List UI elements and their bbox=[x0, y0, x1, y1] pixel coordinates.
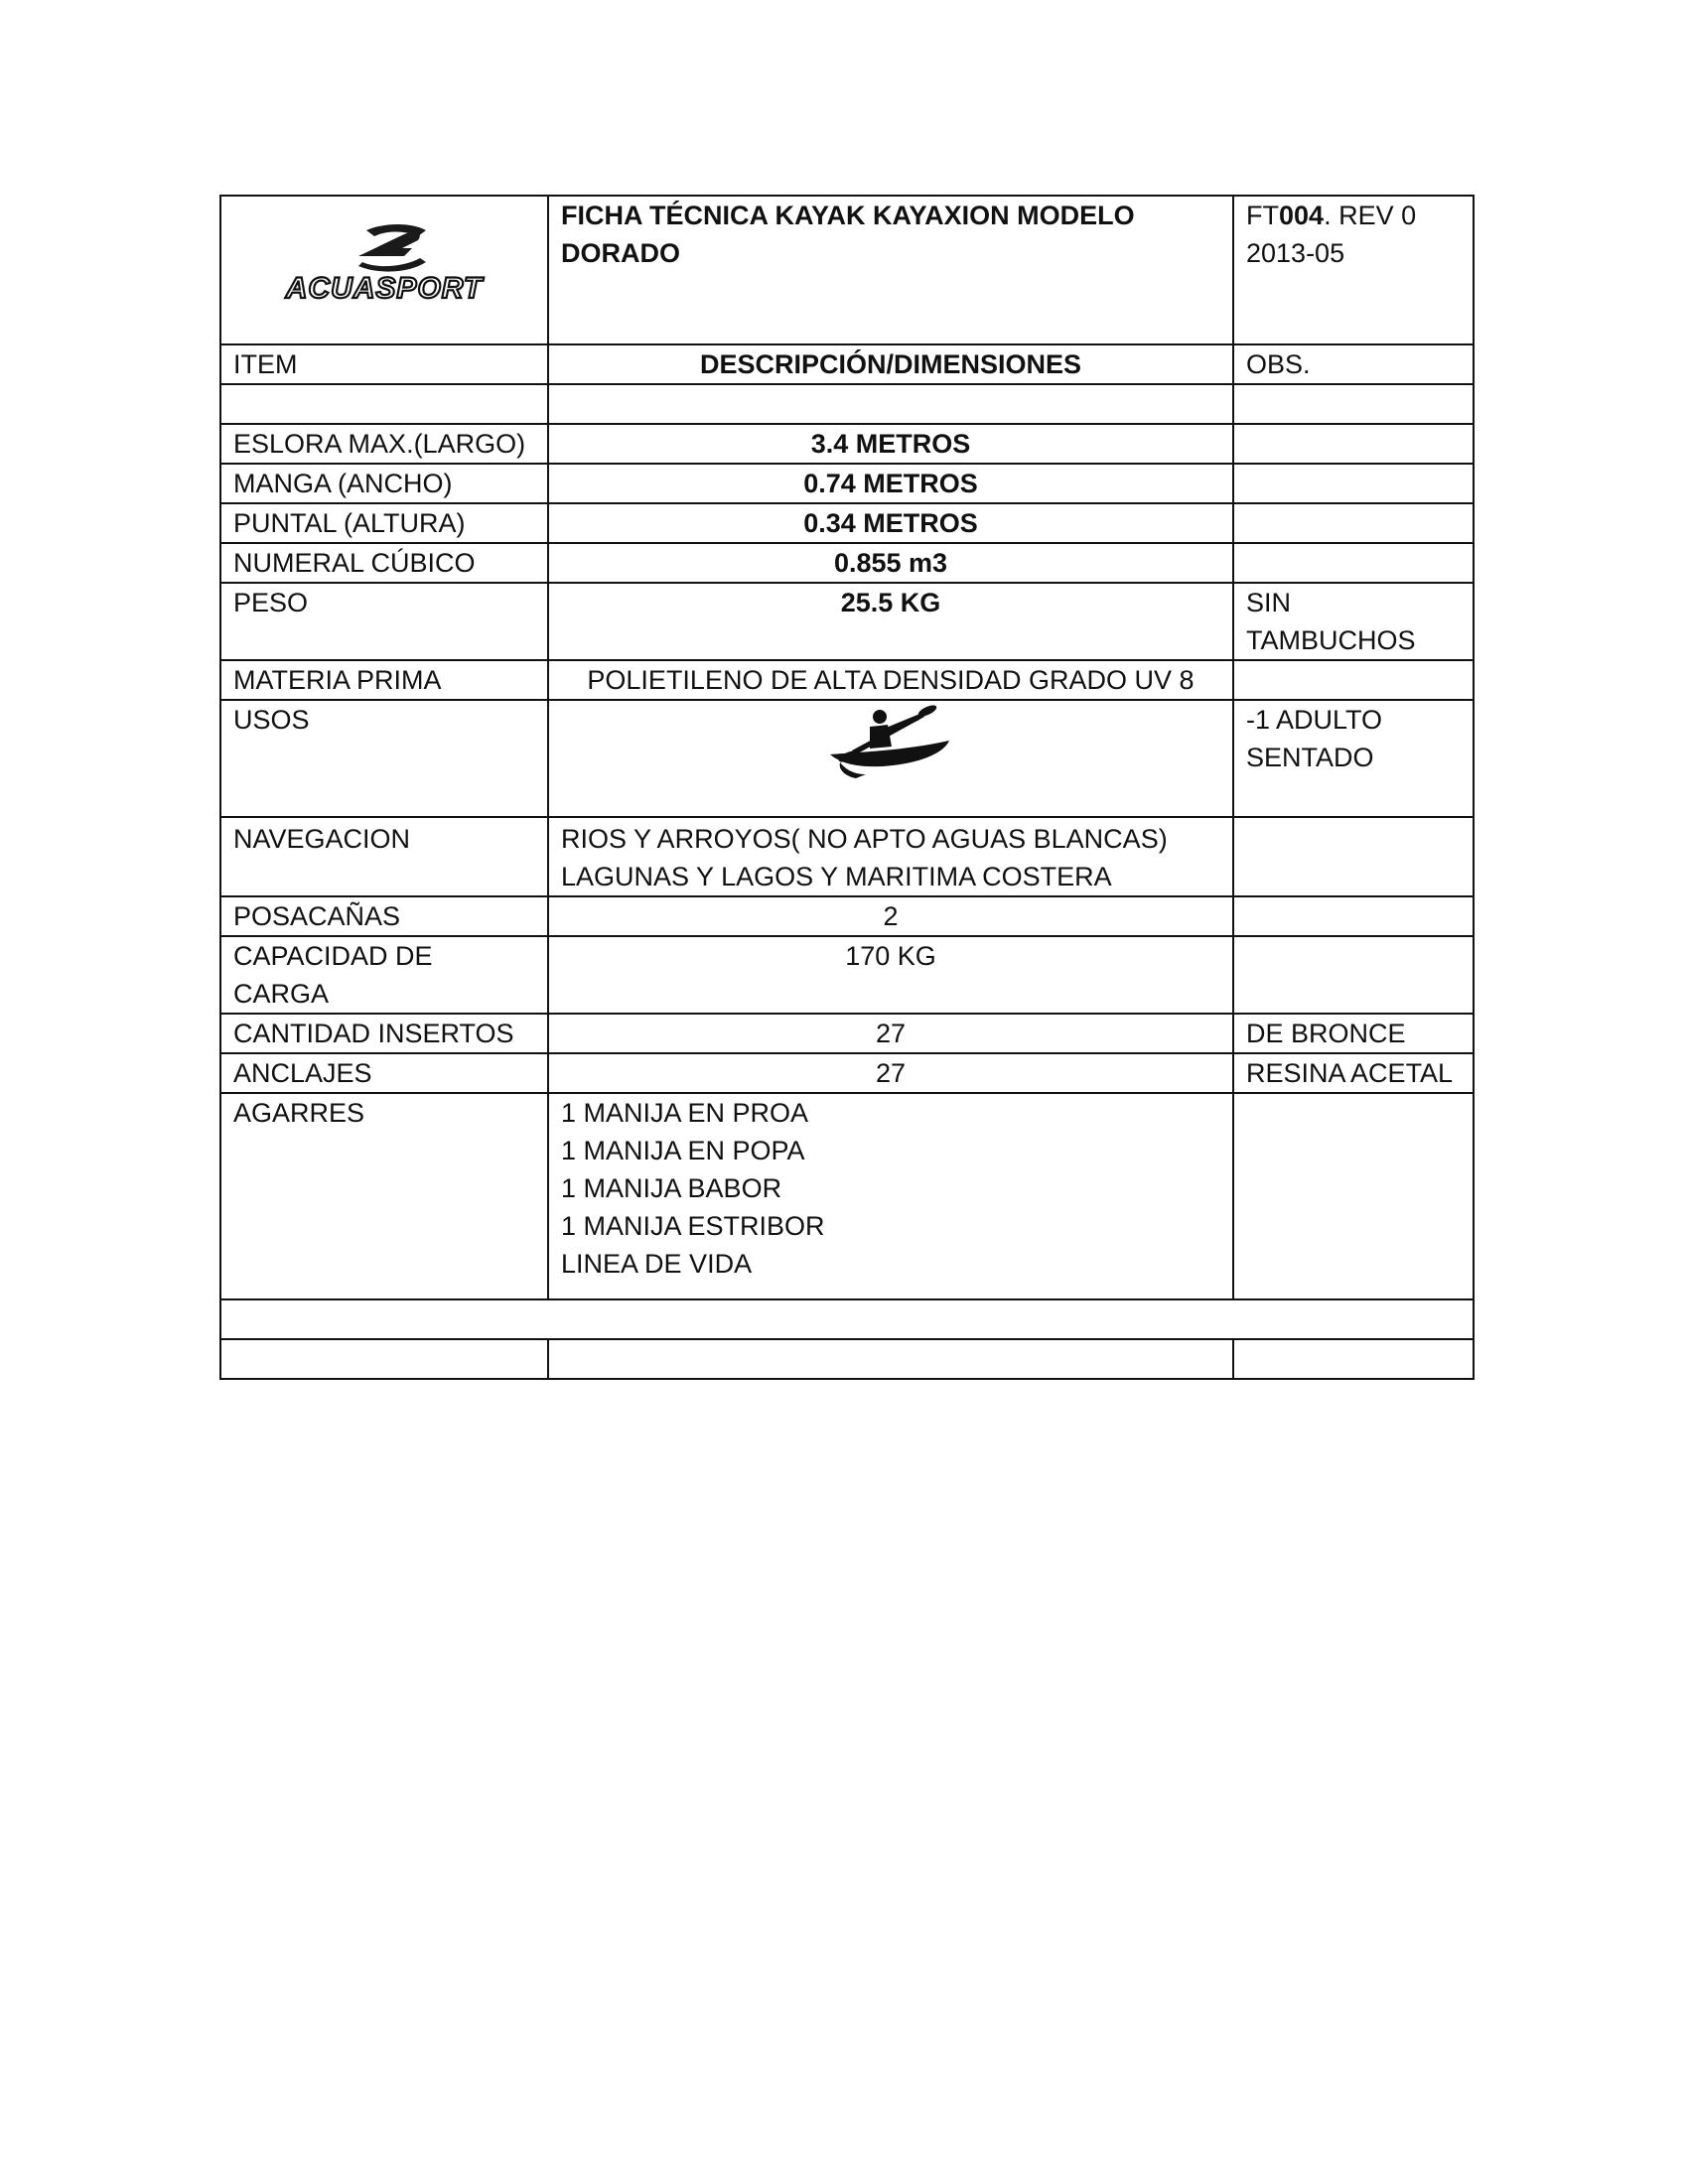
row-desc bbox=[548, 700, 1233, 817]
table-row bbox=[220, 1053, 1474, 1093]
row-desc-line: 1 MANIJA EN PROA bbox=[561, 1098, 809, 1128]
row-desc bbox=[548, 1093, 1233, 1299]
empty-row bbox=[220, 384, 1474, 424]
row-obs bbox=[1233, 503, 1474, 543]
table-row bbox=[220, 583, 1474, 660]
row-obs: RESINA ACETAL bbox=[1233, 1053, 1474, 1093]
title-line-1: FICHA TÉCNICA KAYAK KAYAXION MODELO bbox=[561, 201, 1135, 230]
row-obs bbox=[1233, 700, 1474, 817]
spec-table bbox=[219, 195, 1475, 1380]
logo-text: ACUASPORT bbox=[285, 272, 484, 305]
row-item: NAVEGACION bbox=[220, 817, 548, 896]
row-item: MATERIA PRIMA bbox=[220, 660, 548, 700]
row-obs: DE BRONCE bbox=[1233, 1014, 1474, 1053]
row-item: PESO bbox=[220, 583, 548, 660]
row-obs-line: SIN bbox=[1246, 588, 1292, 617]
row-item: CAPACIDAD DE CARGA bbox=[220, 936, 548, 1014]
row-desc: 0.34 METROS bbox=[548, 503, 1233, 543]
spec-sheet bbox=[219, 195, 1473, 1380]
table-row bbox=[220, 543, 1474, 583]
table-row bbox=[220, 700, 1474, 817]
row-desc: 170 KG bbox=[548, 936, 1233, 1014]
row-obs bbox=[1233, 936, 1474, 1014]
row-desc: 2 bbox=[548, 896, 1233, 936]
row-obs bbox=[1233, 1093, 1474, 1299]
table-row bbox=[220, 503, 1474, 543]
title-line-2: DORADO bbox=[561, 238, 680, 268]
row-obs bbox=[1233, 543, 1474, 583]
row-item: AGARRES bbox=[220, 1093, 548, 1299]
row-desc-line: 1 MANIJA BABOR bbox=[561, 1173, 782, 1203]
row-item: USOS bbox=[220, 700, 548, 817]
table-row bbox=[220, 464, 1474, 503]
doc-code bbox=[1246, 197, 1461, 234]
title-cell bbox=[548, 196, 1233, 344]
col-header-description: DESCRIPCIÓN/DIMENSIONES bbox=[548, 344, 1233, 384]
row-item: ESLORA MAX.(LARGO) bbox=[220, 424, 548, 464]
row-desc-line: LAGUNAS Y LAGOS Y MARITIMA COSTERA bbox=[561, 862, 1112, 891]
kayak-paddler-icon bbox=[826, 703, 955, 784]
table-row bbox=[220, 424, 1474, 464]
row-obs bbox=[1233, 583, 1474, 660]
row-desc-line: RIOS Y ARROYOS( NO APTO AGUAS BLANCAS) bbox=[561, 824, 1168, 854]
table-row bbox=[220, 817, 1474, 896]
row-item: CANTIDAD INSERTOS bbox=[220, 1014, 548, 1053]
row-item: PUNTAL (ALTURA) bbox=[220, 503, 548, 543]
table-row bbox=[220, 1093, 1474, 1299]
row-desc: 3.4 METROS bbox=[548, 424, 1233, 464]
row-desc-line: 1 MANIJA EN POPA bbox=[561, 1136, 805, 1165]
row-desc: 0.855 m3 bbox=[548, 543, 1233, 583]
logo-cell bbox=[220, 196, 548, 344]
doc-date: 2013-05 bbox=[1246, 238, 1345, 268]
row-desc: POLIETILENO DE ALTA DENSIDAD GRADO UV 8 bbox=[548, 660, 1233, 700]
table-row bbox=[220, 660, 1474, 700]
row-obs bbox=[1233, 660, 1474, 700]
column-header-row bbox=[220, 344, 1474, 384]
row-desc-line: 1 MANIJA ESTRIBOR bbox=[561, 1211, 825, 1241]
row-item: POSACAÑAS bbox=[220, 896, 548, 936]
empty-merged-row bbox=[220, 1299, 1474, 1339]
row-obs bbox=[1233, 817, 1474, 896]
table-row bbox=[220, 1014, 1474, 1053]
doc-code-revision: . REV 0 bbox=[1324, 201, 1417, 230]
table-row bbox=[220, 896, 1474, 936]
row-obs-line: SENTADO bbox=[1246, 743, 1374, 772]
row-desc: 27 bbox=[548, 1014, 1233, 1053]
col-header-item: ITEM bbox=[220, 344, 548, 384]
header-row bbox=[220, 196, 1474, 344]
doc-code-prefix: FT bbox=[1246, 201, 1279, 230]
code-cell bbox=[1233, 196, 1474, 344]
doc-code-number: 004 bbox=[1279, 201, 1325, 230]
acuasport-logo bbox=[255, 222, 513, 308]
row-item: ANCLAJES bbox=[220, 1053, 548, 1093]
row-desc bbox=[548, 817, 1233, 896]
row-obs bbox=[1233, 424, 1474, 464]
row-obs bbox=[1233, 464, 1474, 503]
row-item: NUMERAL CÚBICO bbox=[220, 543, 548, 583]
col-header-obs: OBS. bbox=[1233, 344, 1474, 384]
empty-row bbox=[220, 1339, 1474, 1379]
row-obs-line: TAMBUCHOS bbox=[1246, 625, 1416, 655]
row-desc: 27 bbox=[548, 1053, 1233, 1093]
row-desc-line: LINEA DE VIDA bbox=[561, 1249, 753, 1279]
row-desc: 25.5 KG bbox=[548, 583, 1233, 660]
row-item: MANGA (ANCHO) bbox=[220, 464, 548, 503]
row-desc: 0.74 METROS bbox=[548, 464, 1233, 503]
table-row bbox=[220, 936, 1474, 1014]
row-obs-line: -1 ADULTO bbox=[1246, 705, 1383, 735]
row-obs bbox=[1233, 896, 1474, 936]
